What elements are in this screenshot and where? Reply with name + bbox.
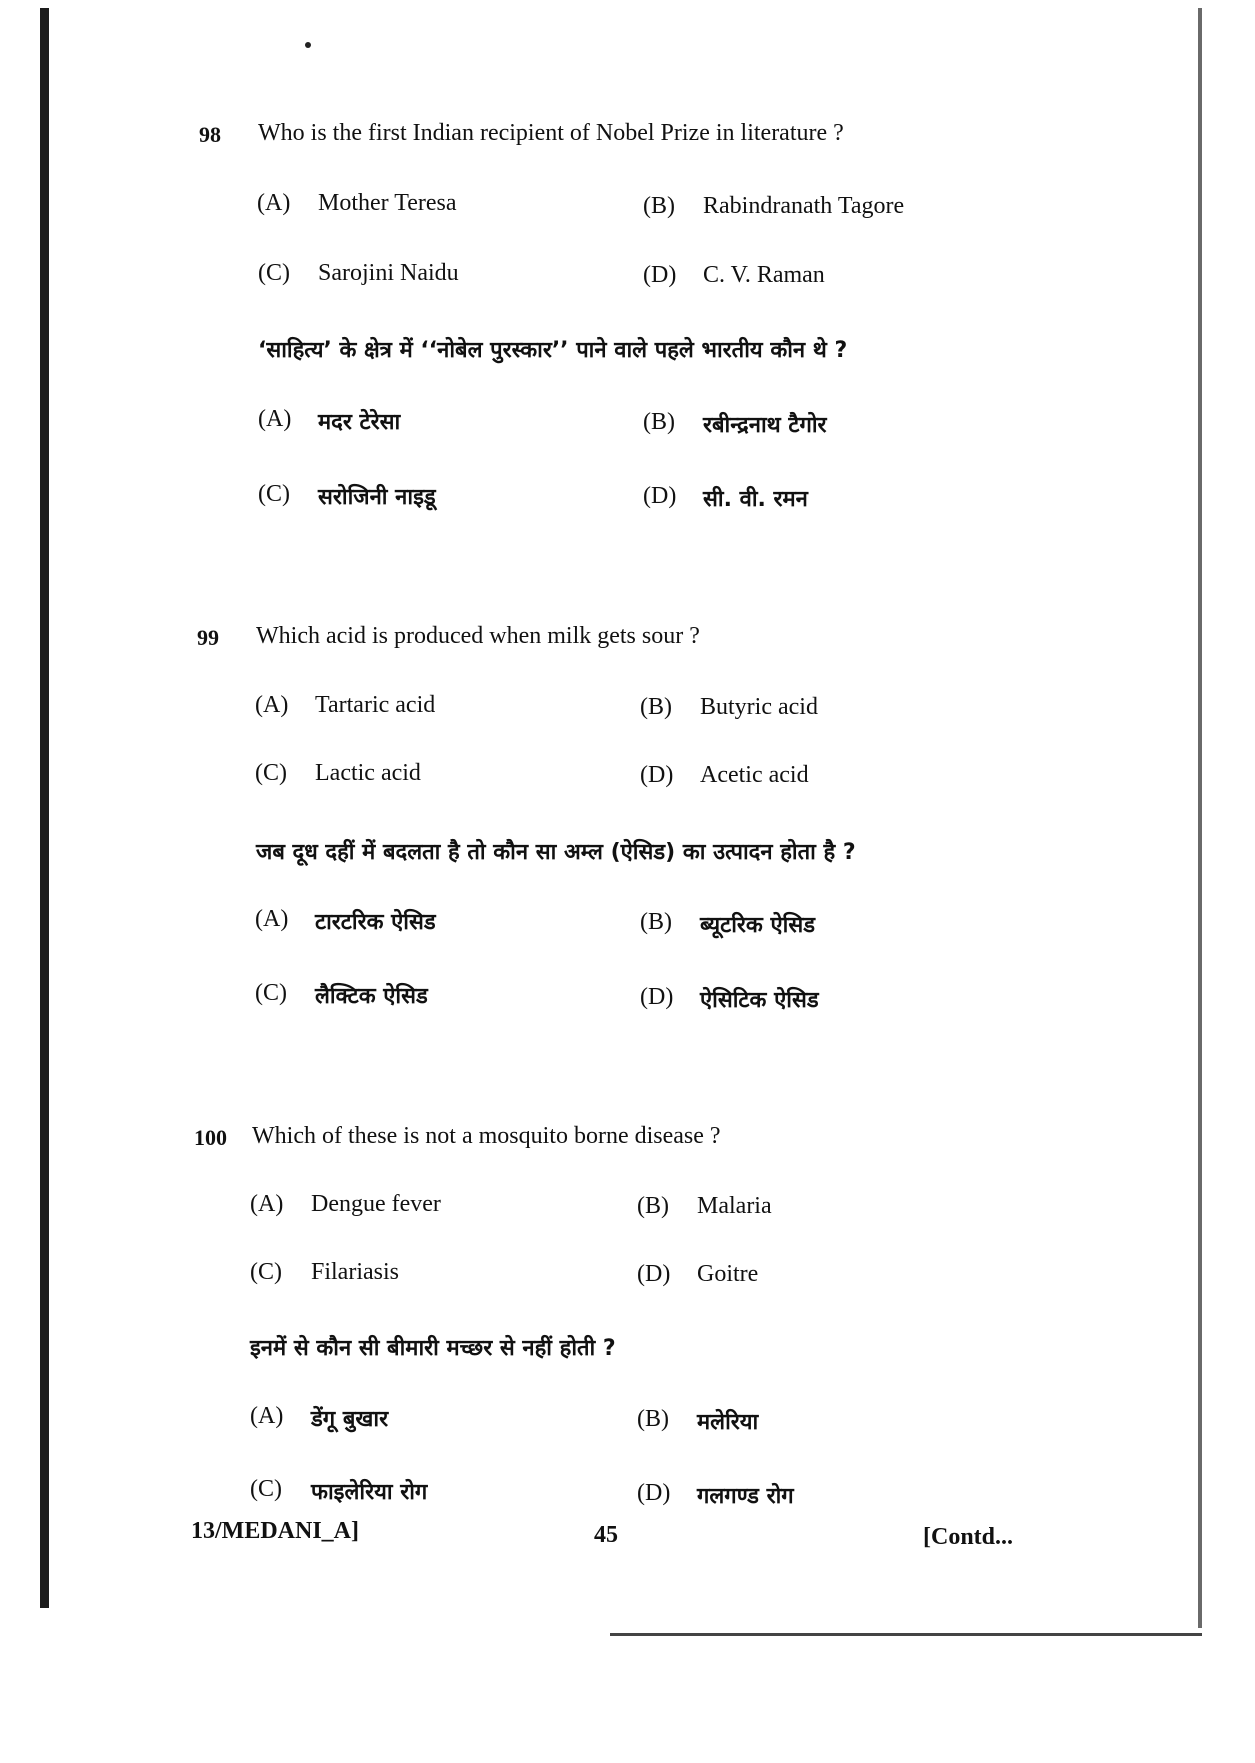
option-b-en: Butyric acid [700,694,818,720]
question-text-en: Which of these is not a mosquito borne disease ? [252,1123,721,1149]
option-letter: (D) [643,483,677,509]
question-number: 99 [197,625,219,650]
scan-border-bottom [610,1633,1202,1636]
option-b-hi: रबीन्द्रनाथ टैगोर [703,413,827,438]
option-letter: (B) [637,1406,669,1432]
option-letter: (D) [640,762,674,788]
option-letter: (B) [643,409,675,435]
question-text-hi: इनमें से कौन सी बीमारी मच्छर से नहीं होती ? [250,1336,616,1361]
option-letter: (B) [640,909,672,935]
option-a-hi: टारटरिक ऐसिड [315,910,436,935]
scan-speck [305,42,311,48]
option-letter: (A) [250,1191,284,1217]
option-letter: (C) [255,980,287,1006]
option-letter: (A) [257,190,291,216]
option-letter: (B) [643,193,675,219]
option-c-en: Lactic acid [315,760,421,786]
option-a-hi: डेंगू बुखार [311,1407,389,1432]
option-a-en: Dengue fever [311,1191,441,1217]
page-number: 45 [594,1522,618,1548]
option-a-hi: मदर टेरेसा [318,410,401,435]
scan-border-left [40,8,49,1608]
option-letter: (D) [643,262,677,288]
option-b-en: Malaria [697,1193,772,1219]
option-d-en: Acetic acid [700,762,809,788]
question-text-en: Which acid is produced when milk gets sour ? [256,623,700,649]
option-letter: (A) [255,692,289,718]
option-c-en: Filariasis [311,1259,399,1285]
question-text-hi: जब दूध दहीं में बदलता है तो कौन सा अम्ल (ऐसिड) का उत्पादन होता है ? [256,840,856,865]
option-letter: (C) [250,1476,282,1502]
option-d-hi: ऐसिटिक ऐसिड [700,988,819,1013]
option-a-en: Mother Teresa [318,190,457,216]
option-b-en: Rabindranath Tagore [703,193,905,219]
option-c-hi: सरोजिनी नाइडू [318,485,436,510]
option-a-en: Tartaric acid [315,692,436,718]
option-letter: (B) [640,694,672,720]
question-text-en: Who is the first Indian recipient of Nobel Prize in literature ? [258,120,844,146]
continued-label: [Contd... [923,1524,1014,1550]
option-letter: (A) [258,406,292,432]
option-letter: (D) [640,984,674,1010]
option-letter: (D) [637,1261,671,1287]
scan-border-right [1198,8,1202,1628]
question-text-hi: ‘साहित्य’ के क्षेत्र में ‘‘नोबेल पुरस्कार’’ पाने वाले पहले भारतीय कौन थे ? [258,338,848,363]
question-number: 98 [199,122,221,147]
option-letter: (C) [250,1259,282,1285]
option-letter: (D) [637,1480,671,1506]
option-letter: (C) [258,260,290,286]
option-letter: (A) [255,906,289,932]
option-letter: (A) [250,1403,284,1429]
option-c-en: Sarojini Naidu [318,260,459,286]
option-c-hi: फाइलेरिया रोग [311,1480,428,1505]
option-d-hi: सी. वी. रमन [703,487,808,512]
option-d-en: C. V. Raman [703,262,825,288]
option-b-hi: मलेरिया [697,1410,759,1435]
option-letter: (C) [255,760,287,786]
option-d-hi: गलगण्ड रोग [697,1484,794,1509]
question-number: 100 [194,1125,227,1150]
option-b-hi: ब्यूटरिक ऐसिड [700,913,815,938]
option-c-hi: लैक्टिक ऐसिड [315,984,428,1009]
paper-code: 13/MEDANI_A] [191,1518,359,1544]
option-letter: (C) [258,481,290,507]
option-d-en: Goitre [697,1261,759,1287]
option-letter: (B) [637,1193,669,1219]
